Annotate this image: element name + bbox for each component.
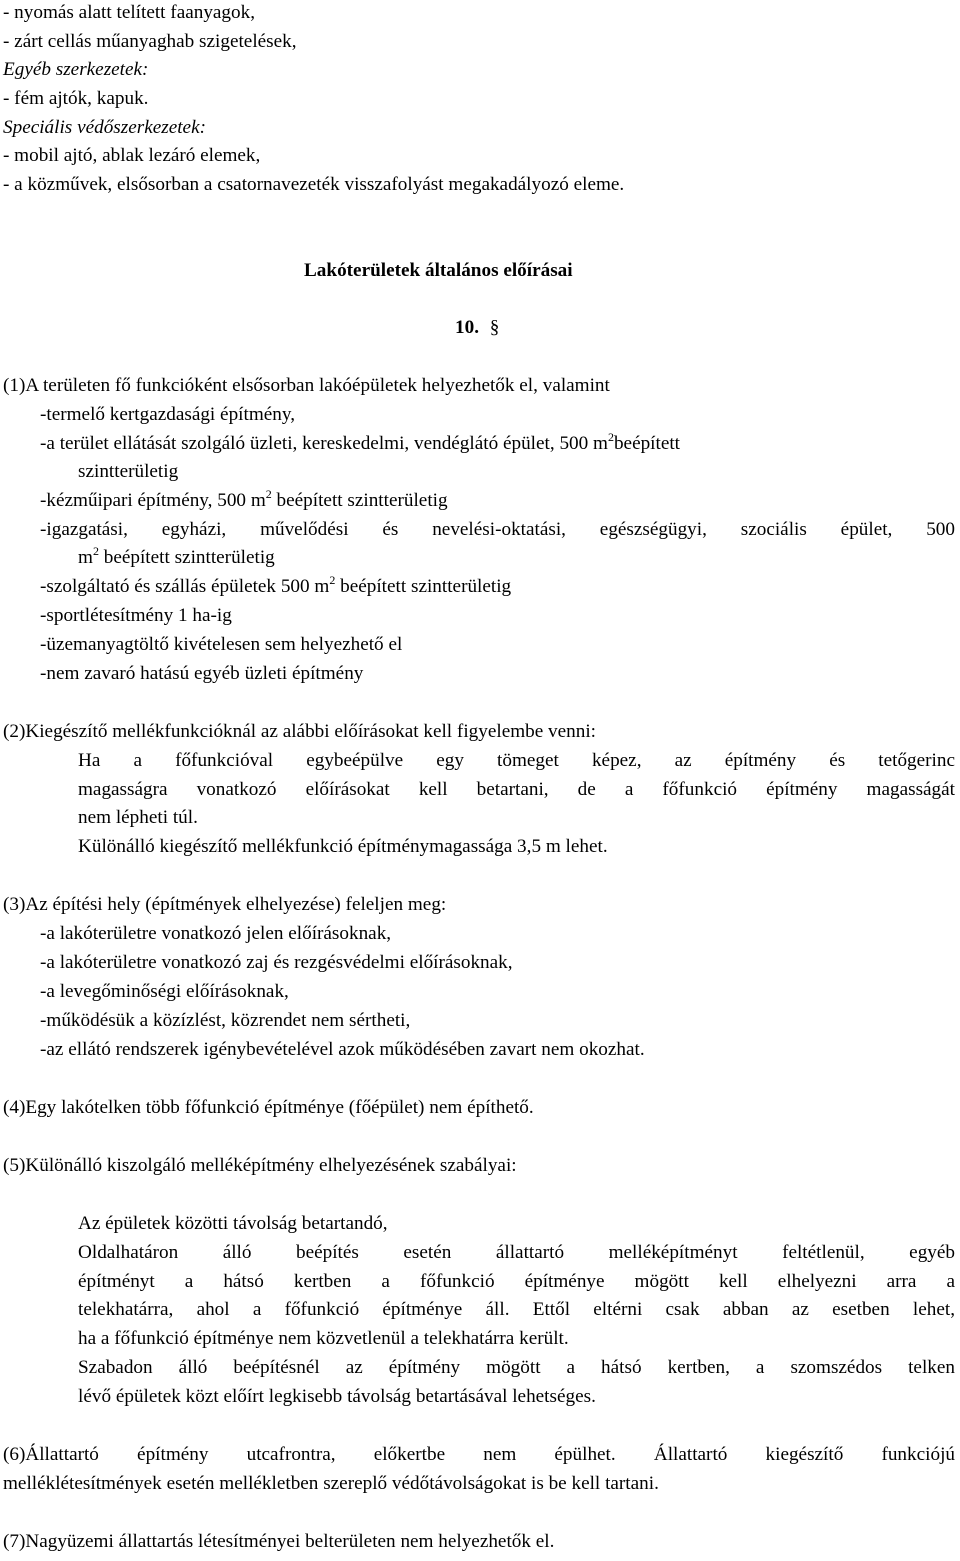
- paragraph-symbol: §: [489, 317, 500, 338]
- p2-line-4: Különálló kiegészítő mellékfunkció építménymagassága 3,5 m lehet.: [78, 836, 608, 857]
- p2-line-1: Ha a főfunkcióval egybeépülve egy tömeget képez, az építmény és tetőgerinc: [78, 750, 955, 771]
- intro-subheading-2: Speciális védőszerkezetek:: [3, 117, 206, 138]
- p1-item-2: [40, 430, 955, 454]
- p1-item-6: -sportlétesítmény 1 ha-ig: [40, 605, 232, 626]
- p3-item-3: -a levegőminőségi előírásoknak,: [40, 981, 289, 1002]
- p2-line-2: magasságra vonatkozó előírásokat kell betartani, de a főfunkció építmény magasságát: [78, 779, 955, 800]
- intro-line-4: - mobil ajtó, ablak lezáró elemek,: [3, 145, 261, 166]
- intro-line-5: - a közművek, elsősorban a csatornavezeték visszafolyást megakadályozó eleme.: [3, 174, 625, 195]
- p3-item-2: -a lakóterületre vonatkozó zaj és rezgésvédelmi előírásoknak,: [40, 952, 513, 973]
- p3-item-4: -működésük a közízlést, közrendet nem sértheti,: [40, 1010, 411, 1031]
- p1-item-3-sup: 2: [265, 487, 272, 501]
- p7-lead: (7)Nagyüzemi állattartás létesítményei belterületen nem helyezhetők el.: [3, 1531, 555, 1552]
- p3-item-5: -az ellátó rendszerek igénybevételével azok működésében zavart nem okozhat.: [40, 1039, 645, 1060]
- p1-item-4-cont: [78, 544, 275, 568]
- p1-item-2-tail: beépített: [613, 433, 681, 454]
- p5-line-3: építményt a hátsó kertben a főfunkció építménye mögött kell elhelyezni arra a: [78, 1271, 955, 1292]
- p5-line-2: Oldalhatáron álló beépítés esetén állattartó melléképítményt feltétlenül, egyéb: [78, 1242, 955, 1263]
- p5-line-4: telekhatárra, ahol a főfunkció építménye áll. Ettől eltérni csak abban az esetben lehet,: [78, 1299, 955, 1320]
- p3-item-1: -a lakóterületre vonatkozó jelen előírásoknak,: [40, 923, 392, 944]
- p1-item-7: -üzemanyagtöltő kivételesen sem helyezhető el: [40, 634, 403, 655]
- p1-item-3-text: -kézműipari építmény, 500 m: [40, 490, 266, 511]
- p1-item-2-sup: 2: [607, 430, 614, 444]
- intro-line-1: - nyomás alatt telített faanyagok,: [3, 2, 256, 23]
- p2-line-3: nem lépheti túl.: [78, 807, 198, 828]
- p3-lead: (3)Az építési hely (építmények elhelyezése) feleljen meg:: [3, 894, 447, 915]
- p1-item-2-cont: szintterületig: [78, 461, 179, 482]
- p4-lead: (4)Egy lakótelken több főfunkció építménye (főépület) nem építhető.: [3, 1097, 534, 1118]
- section-heading: Lakóterületek általános előírásai: [304, 260, 573, 281]
- section-number-text: 10.: [455, 317, 479, 338]
- intro-subheading-1: Egyéb szerkezetek:: [3, 59, 149, 80]
- p1-item-2-text: -a terület ellátását szolgáló üzleti, kereskedelmi, vendéglátó épület, 500 m: [40, 433, 608, 454]
- p2-lead: (2)Kiegészítő mellékfunkcióknál az alábbi előírásokat kell figyelembe venni:: [3, 721, 596, 742]
- p1-item-5-tail: beépített szintterületig: [335, 576, 512, 597]
- p1-item-5-text: -szolgáltató és szállás épületek 500 m: [40, 576, 330, 597]
- p1-item-1: -termelő kertgazdasági építmény,: [40, 404, 296, 425]
- p5-line-1: Az épületek közötti távolság betartandó,: [78, 1213, 388, 1234]
- p1-item-4-tail: beépített szintterületig: [98, 547, 275, 568]
- p5-line-7: lévő épületek közt előírt legkisebb távolság betartásával lehetséges.: [78, 1386, 596, 1407]
- p1-item-4-unit: m: [78, 547, 93, 568]
- p1-item-4-sup: 2: [92, 544, 99, 558]
- intro-line-3: - fém ajtók, kapuk.: [3, 88, 149, 109]
- p1-item-8: -nem zavaró hatású egyéb üzleti építmény: [40, 663, 364, 684]
- p5-line-6: Szabadon álló beépítésnél az építmény mögött a hátsó kertben, a szomszédos telken: [78, 1357, 955, 1378]
- p6-line-2: melléklétesítmények esetén mellékletben szereplő védőtávolságokat is be kell tartani.: [3, 1473, 659, 1494]
- p6-line-1: (6)Állattartó építmény utcafrontra, előkertbe nem épülhet. Állattartó kiegészítő funkciójú: [3, 1444, 955, 1465]
- p1-item-5-sup: 2: [329, 573, 336, 587]
- p5-line-5: ha a főfunkció építménye nem közvetlenül a telekhatárra került.: [78, 1328, 569, 1349]
- intro-line-2: - zárt cellás műanyaghab szigetelések,: [3, 31, 297, 52]
- p1-lead: (1)A területen fő funkcióként elsősorban lakóépületek helyezhetők el, valamint: [3, 375, 610, 396]
- p1-item-5: [40, 573, 512, 597]
- p1-item-3-tail: beépített szintterületig: [271, 490, 448, 511]
- p5-lead: (5)Különálló kiszolgáló melléképítmény elhelyezésének szabályai:: [3, 1155, 517, 1176]
- p1-item-3: [40, 487, 448, 511]
- section-number: [455, 318, 499, 337]
- p1-item-4: -igazgatási, egyházi, művelődési és nevelési-oktatási, egészségügyi, szociális épület, 500: [40, 519, 955, 540]
